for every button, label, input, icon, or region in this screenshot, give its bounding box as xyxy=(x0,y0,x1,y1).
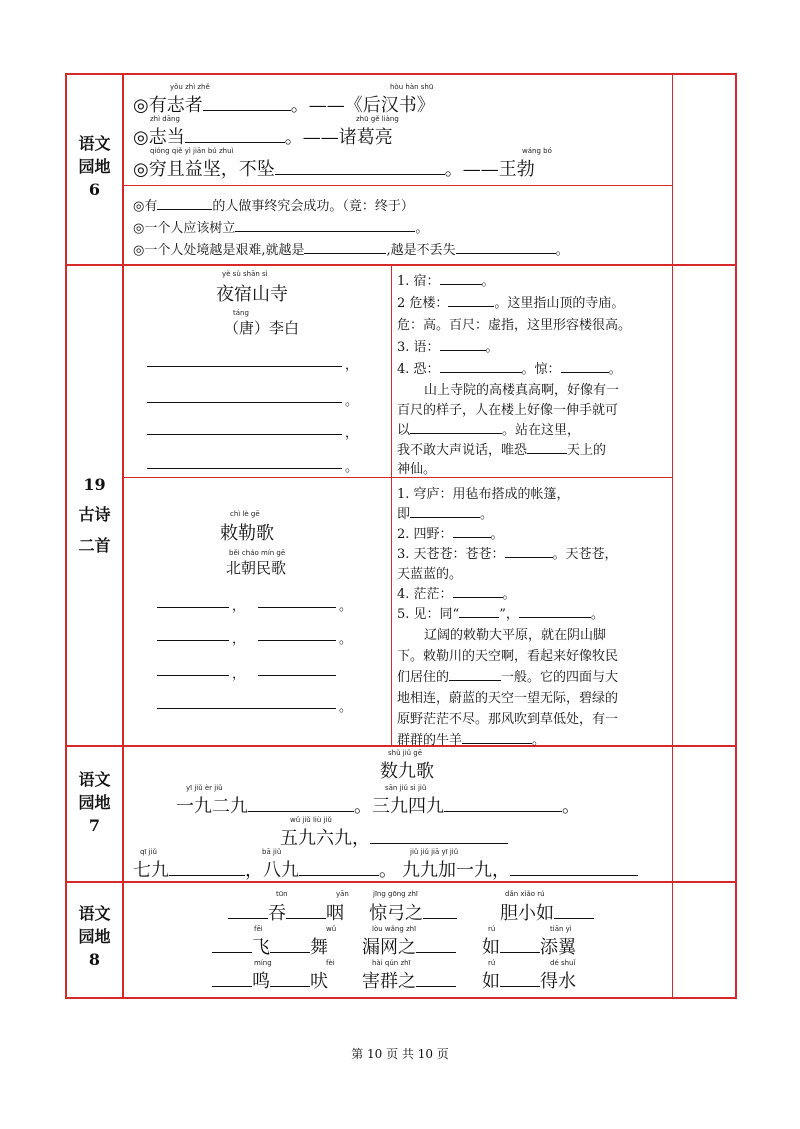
answer-blank[interactable] xyxy=(510,857,638,876)
punctuation: 。 xyxy=(345,394,359,409)
song-line-3: 七九 ，八九 。 xyxy=(133,856,397,882)
poem-blank-line[interactable] xyxy=(258,675,336,676)
quote-line-2: ◎志当 。——诸葛亮 xyxy=(133,123,393,149)
note-line: 天蓝蓝的。 xyxy=(397,567,463,582)
translation-line: 地相连，蔚蓝的天空一望无际，碧绿的 xyxy=(397,691,619,706)
punctuation: 。 xyxy=(339,700,353,715)
answer-blank[interactable] xyxy=(286,900,326,919)
page-number: 第 10 页 共 10 页 xyxy=(351,1047,449,1061)
answer-blank[interactable] xyxy=(423,900,457,919)
answer-blank[interactable] xyxy=(410,504,480,518)
pinyin: hài qún zhī xyxy=(372,959,411,967)
answer-blank[interactable] xyxy=(440,337,486,351)
answer-blank[interactable] xyxy=(500,968,540,987)
answer-blank[interactable] xyxy=(416,968,456,987)
row-label-8: 语文 园地 8 xyxy=(78,904,111,970)
row19-inner-divider xyxy=(122,477,672,478)
answer-blank[interactable] xyxy=(449,667,501,681)
translation-line: 原野茫茫不尽。那风吹到草低处，有一 xyxy=(397,712,619,727)
idiom-row-2c: 如 添翼 xyxy=(482,933,576,959)
poem-blank-line[interactable] xyxy=(258,607,336,608)
note-line: 2 危楼： 。这里指山顶的寺庙。 xyxy=(397,292,624,311)
answer-blank[interactable] xyxy=(157,196,212,210)
pinyin: dé shuǐ xyxy=(550,959,576,967)
answer-blank[interactable] xyxy=(444,793,562,812)
answer-blank[interactable] xyxy=(519,604,591,618)
answer-blank[interactable] xyxy=(304,240,386,254)
quote-line-3: ◎穷且益坚，不坠 。——王勃 xyxy=(133,155,535,181)
pinyin: yān xyxy=(336,890,349,898)
pinyin: fèi xyxy=(326,959,335,967)
idiom-row-3: 鸣 吠 xyxy=(212,967,328,993)
row-label-19: 19 古诗 二首 xyxy=(78,475,111,555)
note-line: 1. 宿： 。 xyxy=(397,270,495,289)
pinyin: wǔ xyxy=(326,925,337,933)
answer-blank[interactable] xyxy=(462,730,532,744)
pinyin: táng xyxy=(233,309,249,317)
pinyin: qī jiǔ xyxy=(140,848,157,856)
answer-blank[interactable] xyxy=(505,544,553,558)
row6-inner-divider xyxy=(122,185,672,186)
pinyin: wáng bó xyxy=(522,147,552,155)
answer-blank[interactable] xyxy=(440,359,522,373)
translation-line: 群群的牛羊 。 xyxy=(397,729,545,748)
translation-line: 们居住的 一般。它的四面与大 xyxy=(397,666,618,685)
poem1-author: （唐）李白 xyxy=(224,319,300,337)
answer-blank[interactable] xyxy=(459,604,499,618)
song-line-2: 五九六九， xyxy=(280,824,508,850)
translation-line: 神仙。 xyxy=(397,462,437,477)
poem-blank-line[interactable] xyxy=(157,708,336,709)
row-label-6: 语文 园地 6 xyxy=(78,134,111,200)
note-line: 3. 天苍苍：苍苍： 。天苍苍， xyxy=(397,543,618,562)
translation-line: 我不敢大声说话，唯恐 天上的 xyxy=(397,439,606,458)
answer-blank[interactable] xyxy=(185,124,285,143)
translation-line: 百尺的样子，人在楼上好像一伸手就可 xyxy=(397,403,619,418)
poem-blank-line[interactable] xyxy=(147,468,342,469)
punctuation: ， xyxy=(232,667,246,682)
pinyin: yè sù shān sì xyxy=(222,270,268,278)
poem-blank-line[interactable] xyxy=(157,640,229,641)
row-label-7: 语文 园地 7 xyxy=(78,770,111,836)
idiom-row-3c: 如 得水 xyxy=(482,967,576,993)
idiom-row-1c: 胆小如 xyxy=(500,899,594,925)
note-line: 3. 语： 。 xyxy=(397,336,499,355)
answer-blank[interactable] xyxy=(270,934,310,953)
pinyin: tiān yì xyxy=(550,925,572,933)
pinyin: chì lè gē xyxy=(230,510,260,518)
pinyin: qióng qiě yì jiān bú zhuì xyxy=(150,147,234,155)
answer-blank[interactable] xyxy=(453,584,503,598)
answer-blank[interactable] xyxy=(561,359,609,373)
right-column-divider xyxy=(672,73,673,999)
pinyin: sān jiǔ sì jiǔ xyxy=(385,784,427,792)
note-line: 5. 见：同“ ”， 。 xyxy=(397,603,604,622)
pinyin: zhū gě liàng xyxy=(356,115,399,123)
answer-blank[interactable] xyxy=(554,900,594,919)
pinyin: rú xyxy=(488,959,496,967)
note-line: 4. 茫茫： 。 xyxy=(397,583,516,602)
answer-blank[interactable] xyxy=(448,293,494,307)
answer-blank[interactable] xyxy=(212,968,252,987)
note-line: 1. 穹庐：用毡布搭成的帐篷， xyxy=(397,487,570,502)
idiom-row-1b: 惊弓之 xyxy=(369,899,457,925)
song-line-3b: 九九加一九， xyxy=(402,856,638,882)
note-line: 2. 四野： 。 xyxy=(397,523,504,542)
pinyin: lòu wǎng zhī xyxy=(372,925,417,933)
idiom-row-1: 吞 咽 xyxy=(228,899,344,925)
poem-blank-line[interactable] xyxy=(157,607,229,608)
punctuation: ， xyxy=(232,599,246,614)
pinyin: hòu hàn shū xyxy=(390,83,434,91)
answer-blank[interactable] xyxy=(212,934,252,953)
translation-line: 辽阔的敕勒大平原，就在阴山脚 xyxy=(424,628,607,643)
answer-blank[interactable] xyxy=(410,420,502,434)
pinyin: tūn xyxy=(276,890,288,898)
poem2-title: 敕勒歌 xyxy=(220,523,274,544)
answer-blank[interactable] xyxy=(440,271,482,285)
answer-blank[interactable] xyxy=(370,825,508,844)
answer-blank[interactable] xyxy=(270,968,310,987)
answer-blank[interactable] xyxy=(416,934,456,953)
punctuation: ， xyxy=(232,632,246,647)
punctuation: 。 xyxy=(339,632,353,647)
punctuation: ， xyxy=(345,426,359,441)
poem-blank-line[interactable] xyxy=(258,640,336,641)
poem-blank-line[interactable] xyxy=(147,402,342,403)
translation-line: 下。敕勒川的天空啊，看起来好像牧民 xyxy=(397,649,619,664)
idiom-row-2: 飞 舞 xyxy=(212,933,328,959)
translation-line: 以 。站在这里， xyxy=(397,419,580,438)
pinyin: wǔ jiǔ liù jiǔ xyxy=(290,816,332,824)
pinyin: bā jiǔ xyxy=(262,848,282,856)
song-title: 数九歌 xyxy=(380,761,434,782)
song-line-1b: 三九四九 。 xyxy=(372,792,580,818)
song-line-1: 一九二九 。 xyxy=(176,792,372,818)
idiom-row-2b: 漏网之 xyxy=(362,933,456,959)
punctuation: ， xyxy=(345,358,359,373)
pinyin: jīng gōng zhī xyxy=(373,890,418,898)
note-line: 危：高。百尺：虚指，这里形容楼很高。 xyxy=(397,318,632,333)
pinyin: dǎn xiǎo rú xyxy=(505,890,545,898)
poem-blank-line[interactable] xyxy=(147,434,342,435)
quote-line-1: ◎有志者 。——《后汉书》 xyxy=(133,91,435,117)
answer-blank[interactable] xyxy=(169,857,245,876)
poem-blank-line[interactable] xyxy=(157,675,229,676)
statement-line-3: ◎一个人处境越是艰难,就越是 ,越是不丢失 。 xyxy=(133,239,569,258)
answer-blank[interactable] xyxy=(500,934,540,953)
punctuation: 。 xyxy=(339,599,353,614)
answer-blank[interactable] xyxy=(456,240,556,254)
answer-blank[interactable] xyxy=(235,218,415,232)
pinyin: míng xyxy=(254,959,272,967)
pinyin: jiǔ jiǔ jiā yī jiǔ xyxy=(410,848,459,856)
idiom-row-3b: 害群之 xyxy=(362,967,456,993)
translation-line: 山上寺院的高楼真高啊，好像有一 xyxy=(424,383,620,398)
row-divider-1 xyxy=(65,264,737,266)
pinyin: rú xyxy=(488,925,496,933)
answer-blank[interactable] xyxy=(527,440,567,454)
answer-blank[interactable] xyxy=(203,92,291,111)
pinyin: shǔ jiǔ gē xyxy=(388,749,423,757)
poem-blank-line[interactable] xyxy=(147,366,342,367)
poem2-author: 北朝民歌 xyxy=(226,559,287,577)
statement-line-1: ◎有 的人做事终究会成功。（竟：终于） xyxy=(133,195,414,214)
pinyin: yī jiǔ èr jiǔ xyxy=(186,784,223,792)
answer-blank[interactable] xyxy=(299,857,379,876)
label-column-divider xyxy=(122,73,124,999)
answer-blank[interactable] xyxy=(275,156,445,175)
poem1-title: 夜宿山寺 xyxy=(216,284,288,305)
answer-blank[interactable] xyxy=(248,793,354,812)
row19-column-divider xyxy=(391,264,392,745)
answer-blank[interactable] xyxy=(228,900,268,919)
answer-blank[interactable] xyxy=(453,524,491,538)
pinyin: běi cháo mín gē xyxy=(229,549,286,557)
note-line: 4. 恐： 。惊： 。 xyxy=(397,358,622,377)
note-line: 即 。 xyxy=(397,503,493,522)
pinyin: fēi xyxy=(254,925,263,933)
pinyin: yǒu zhì zhě xyxy=(170,83,210,91)
statement-line-2: ◎一个人应该树立 。 xyxy=(133,217,428,236)
punctuation: 。 xyxy=(345,460,359,475)
pinyin: zhì dāng xyxy=(150,115,180,123)
